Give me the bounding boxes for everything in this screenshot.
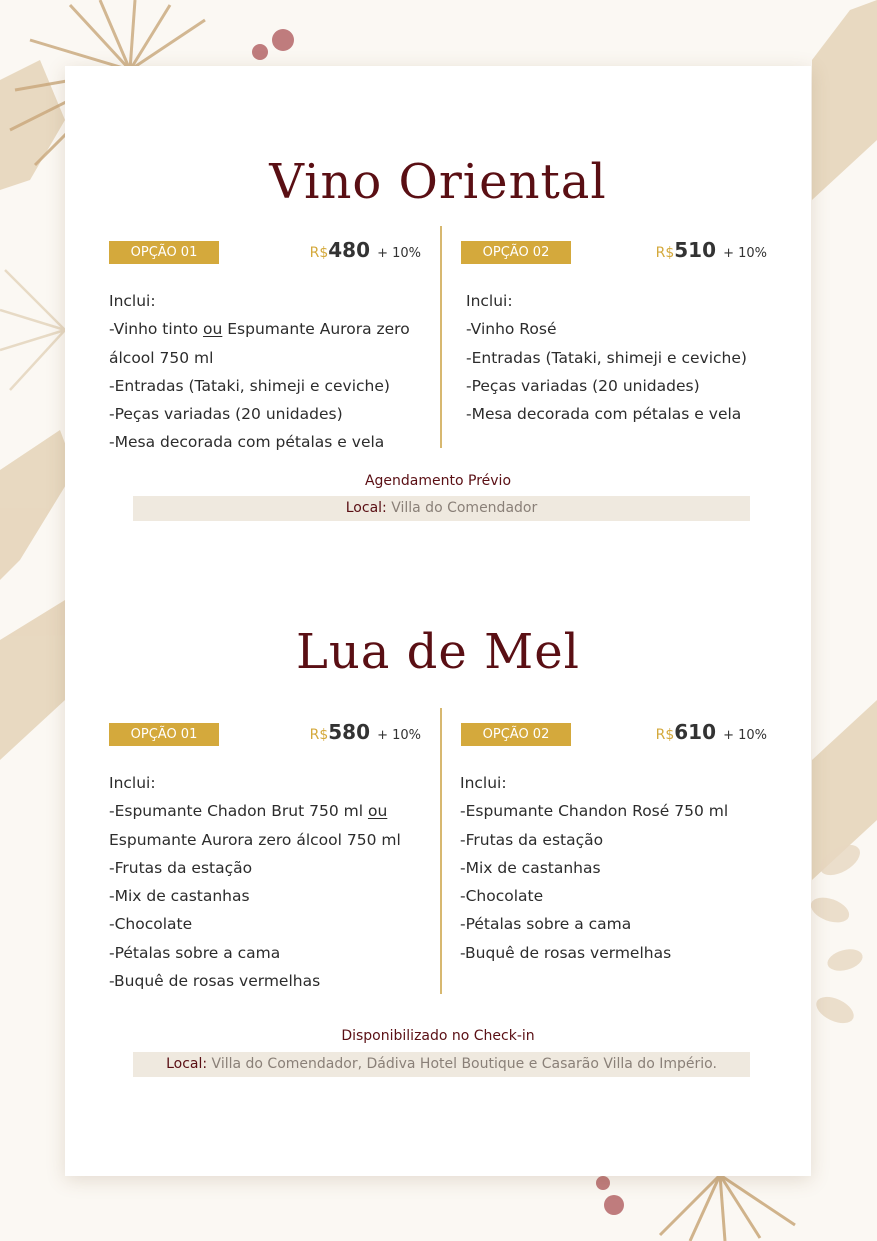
vino-opt1-amount: 480 (328, 238, 370, 262)
lua-de-mel-title: Lua de Mel (296, 624, 580, 680)
list-item: -Espumante Chadon Brut 750 ml ou (109, 802, 388, 821)
list-item: -Buquê de rosas vermelhas (109, 972, 321, 991)
vino-option-02 (461, 238, 767, 481)
vino-opt2-fee: + 10% (723, 246, 767, 261)
palm-leaf-left (0, 270, 65, 390)
list-item: Inclui: (109, 774, 156, 792)
lua-column-divider (440, 708, 442, 994)
lua-opt1-items (109, 769, 401, 995)
lua-opt2-currency: R$ (655, 727, 675, 743)
lua-opt1-amount: 580 (328, 720, 370, 744)
lua-opt1-badge: OPÇÃO 01 (109, 723, 219, 746)
list-item: -Pétalas sobre a cama (460, 915, 632, 934)
list-item: -Frutas da estação (109, 858, 253, 877)
menu-card (65, 66, 811, 1176)
vino-opt2-items (466, 287, 747, 428)
lua-opt2-items (460, 769, 728, 967)
list-item: -Mesa decorada com pétalas e vela (466, 405, 742, 424)
list-item: -Mix de castanhas (460, 858, 601, 877)
vino-opt1-fee: + 10% (377, 246, 421, 261)
list-item: -Chocolate (109, 915, 193, 934)
brush-stroke-right (812, 0, 877, 880)
lua-opt2-amount: 610 (674, 720, 716, 744)
list-item: -Chocolate (460, 887, 544, 906)
list-item: -Mix de castanhas (109, 887, 250, 906)
list-item: -Vinho tinto ou Espumante Aurora zero (109, 320, 410, 339)
vino-opt2-badge: OPÇÃO 02 (461, 241, 571, 264)
vino-opt1-items (109, 287, 410, 457)
lua-opt2-price (656, 720, 767, 744)
vino-opt1-currency: R$ (309, 245, 329, 261)
lua-option-01 (109, 720, 421, 1013)
lua-option-02 (460, 720, 767, 1013)
vino-opt2-currency: R$ (655, 245, 675, 261)
vino-column-divider (440, 226, 442, 448)
vino-oriental-title: Vino Oriental (269, 154, 607, 210)
list-item: -Mesa decorada com pétalas e vela (109, 433, 385, 452)
lua-opt1-fee: + 10% (377, 728, 421, 743)
brush-stroke-left (0, 60, 75, 760)
lua-note: Disponibilizado no Check-in (341, 1028, 535, 1044)
lua-opt1-price (310, 720, 421, 744)
vino-local-label: Local: (345, 500, 387, 516)
list-item: -Pétalas sobre a cama (109, 943, 281, 962)
lua-local-value: Villa do Comendador, Dádiva Hotel Boutique e Casarão Villa do Império. (207, 1056, 717, 1072)
list-item: Espumante Aurora zero álcool 750 ml (109, 830, 401, 849)
vino-opt2-price (656, 238, 767, 262)
palm-leaf-bottom-right (660, 1175, 795, 1241)
list-item: Inclui: (460, 774, 507, 792)
list-item: -Peças variadas (20 unidades) (109, 405, 343, 424)
list-item: -Buquê de rosas vermelhas (460, 943, 672, 962)
list-item: Inclui: (109, 292, 156, 310)
lua-opt1-currency: R$ (309, 727, 329, 743)
vino-opt2-amount: 510 (674, 238, 716, 262)
list-item: -Peças variadas (20 unidades) (466, 376, 700, 395)
list-item: -Vinho Rosé (466, 320, 557, 339)
lua-opt2-badge: OPÇÃO 02 (461, 723, 571, 746)
list-item: -Frutas da estação (460, 830, 604, 849)
lua-local-bar (133, 1052, 750, 1077)
list-item: -Entradas (Tataki, shimeji e ceviche) (109, 376, 390, 395)
list-item: -Entradas (Tataki, shimeji e ceviche) (466, 348, 747, 367)
list-item: Inclui: (466, 292, 513, 310)
list-item: -Espumante Chandon Rosé 750 ml (460, 802, 729, 821)
vino-opt1-badge: OPÇÃO 01 (109, 241, 219, 264)
vino-note: Agendamento Prévio (364, 473, 512, 489)
vino-local-bar (133, 496, 750, 521)
list-item: álcool 750 ml (109, 348, 214, 367)
lua-opt2-fee: + 10% (723, 728, 767, 743)
lua-local-label: Local: (166, 1056, 208, 1072)
vino-local-value: Villa do Comendador (386, 500, 538, 516)
vino-option-01 (109, 238, 421, 481)
vino-opt1-price (310, 238, 421, 262)
